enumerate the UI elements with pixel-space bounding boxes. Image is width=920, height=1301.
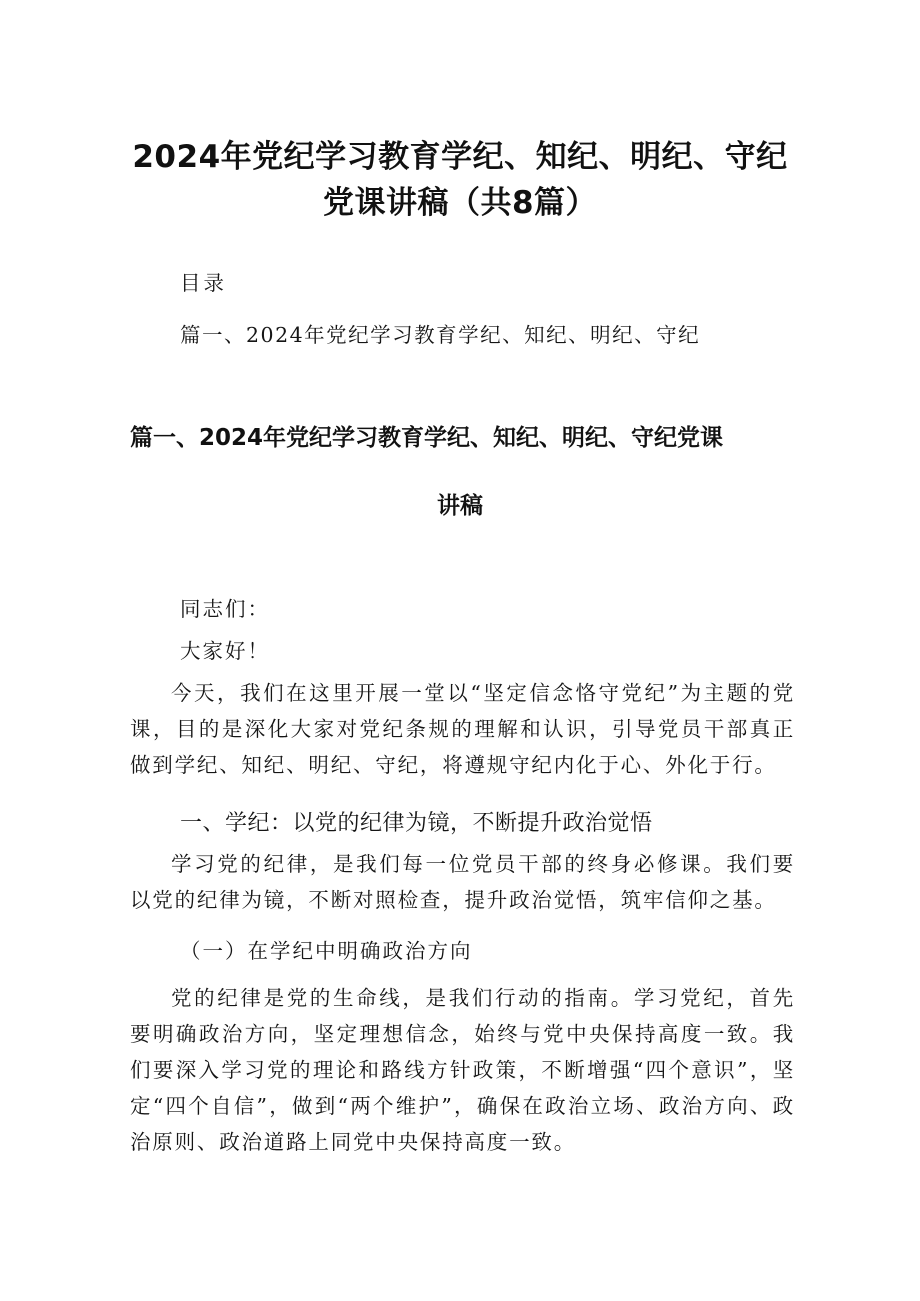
greeting-comrades: 同志们： bbox=[180, 597, 270, 621]
section-title-continued: 讲稿 bbox=[437, 493, 483, 519]
heading-learn-discipline: 一、学纪：以党的纪律为镜，不断提升政治觉悟 bbox=[180, 811, 653, 836]
document-title: 2024年党纪学习教育学纪、知纪、明纪、守纪党课讲稿（共8篇） bbox=[132, 139, 788, 221]
paragraph-learn-discipline: 学习党的纪律，是我们每一位党员干部的终身必修课。我们要以党的纪律为镜，不断对照检查，提升政治觉悟，筑牢信仰之基。 bbox=[130, 852, 795, 912]
greeting-hello: 大家好！ bbox=[180, 639, 270, 663]
toc-item[interactable]: 篇一、2024年党纪学习教育学纪、知纪、明纪、守纪 bbox=[180, 323, 701, 347]
section-title: 篇一、2024年党纪学习教育学纪、知纪、明纪、守纪党课 bbox=[130, 425, 724, 451]
paragraph-political-direction: 党的纪律是党的生命线，是我们行动的指南。学习党纪，首先要明确政治方向，坚定理想信念，始终与党中央保持高度一致。我们要深入学习党的理论和路线方针政策，不断增强“四个意识”，坚定“四个自信”，做到“两个维护”，确保在政治立场、政治方向、政治原则、政治道路上同党中央保持高度一致。 bbox=[130, 986, 795, 1154]
toc-label: 目录 bbox=[180, 271, 227, 295]
intro-paragraph: 今天，我们在这里开展一堂以“坚定信念恪守党纪”为主题的党课，目的是深化大家对党纪条规的理解和认识，引导党员干部真正做到学纪、知纪、明纪、守纪，将遵规守纪内化于心、外化于行。 bbox=[130, 681, 795, 777]
subheading-political-direction: （一）在学纪中明确政治方向 bbox=[180, 939, 473, 963]
